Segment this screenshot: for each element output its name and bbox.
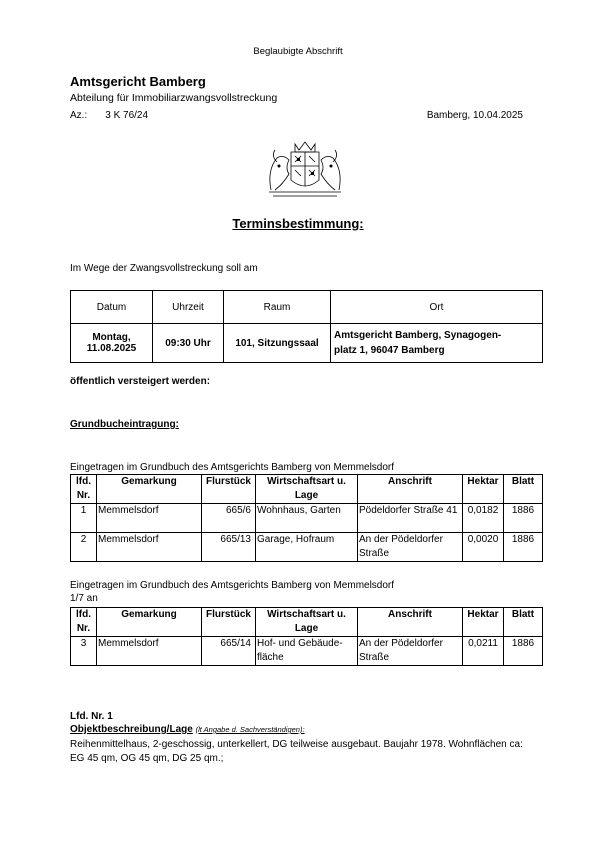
header-raum: Raum: [224, 291, 331, 324]
cell-hektar: 0,0020: [463, 533, 504, 562]
col-wirtschaftsart: Wirtschaftsart u. Lage: [256, 608, 358, 637]
object-description: Reihenmittelhaus, 2-geschossig, unterkellert, DG teilweise ausgebaut. Baujahr 1978. Wohnflächen ca: EG 45 qm, OG 45 qm, DG 25 qm.;: [70, 739, 523, 764]
col-hektar: Hektar: [463, 475, 504, 504]
col-flurstueck: Flurstück: [202, 475, 256, 504]
col-gemarkung: Gemarkung: [97, 608, 202, 637]
header-datum: Datum: [71, 291, 153, 324]
col-hektar: Hektar: [463, 608, 504, 637]
lfd-nr-heading: Lfd. Nr. 1: [70, 711, 113, 722]
appointment-time: 09:30 Uhr: [153, 324, 224, 363]
cell-nr: 3: [71, 637, 97, 666]
appointment-room: 101, Sitzungssaal: [224, 324, 331, 363]
document-title: Terminsbestimmung:: [232, 216, 364, 231]
header-ort: Ort: [331, 291, 543, 324]
col-anschrift: Anschrift: [358, 475, 463, 504]
cell-blatt: 1886: [504, 637, 543, 666]
cell-anschrift: An der Pödeldorfer Straße: [358, 533, 463, 562]
object-heading: [70, 724, 305, 735]
file-reference: [70, 110, 148, 121]
cell-nr: 2: [71, 533, 97, 562]
cell-wirtschaftsart: Hof- und Gebäude-fläche: [256, 637, 358, 666]
court-name: Amtsgericht Bamberg: [70, 74, 206, 89]
cell-gemarkung: Memmelsdorf: [97, 533, 202, 562]
court-department: Abteilung für Immobiliarzwangsvollstreckung: [70, 92, 278, 104]
cell-hektar: 0,0182: [463, 504, 504, 533]
register2-table: [70, 607, 543, 666]
cell-nr: 1: [71, 504, 97, 533]
col-lfd-nr: lfd. Nr.: [71, 608, 97, 637]
cell-gemarkung: Memmelsdorf: [97, 504, 202, 533]
col-flurstueck: Flurstück: [202, 608, 256, 637]
cell-flurstueck: 665/14: [202, 637, 256, 666]
file-reference-number: 3 K 76/24: [105, 110, 149, 121]
cell-blatt: 1886: [504, 504, 543, 533]
sold-text: öffentlich versteigert werden:: [70, 376, 211, 387]
table-row: [71, 504, 543, 533]
object-heading-text: Objektbeschreibung/Lage: [70, 724, 193, 735]
appointment-table: [70, 290, 543, 363]
register1-table: [70, 474, 543, 562]
cell-flurstueck: 665/6: [202, 504, 256, 533]
register1-caption: Eingetragen im Grundbuch des Amtsgerichts Bamberg von Memmelsdorf: [70, 462, 395, 473]
cell-anschrift: An der Pödeldorfer Straße: [358, 637, 463, 666]
bavarian-coat-of-arms-seal: [261, 140, 349, 202]
place-date: Bamberg, 10.04.2025: [426, 110, 523, 121]
col-gemarkung: Gemarkung: [97, 475, 202, 504]
col-wirtschaftsart: Wirtschaftsart u. Lage: [256, 475, 358, 504]
cell-gemarkung: Memmelsdorf: [97, 637, 202, 666]
cell-hektar: 0,0211: [463, 637, 504, 666]
appointment-place: Amtsgericht Bamberg, Synagogen- platz 1, 96047 Bamberg: [331, 324, 543, 363]
cell-blatt: 1886: [504, 533, 543, 562]
file-reference-label: Az.:: [70, 110, 88, 121]
cell-flurstueck: 665/13: [202, 533, 256, 562]
grundbuch-heading: Grundbucheintragung:: [70, 419, 179, 430]
cell-wirtschaftsart: Wohnhaus, Garten: [256, 504, 358, 533]
cell-anschrift: Pödeldorfer Straße 41: [358, 504, 463, 533]
intro-text: Im Wege der Zwangsvollstreckung soll am: [70, 263, 258, 274]
col-anschrift: Anschrift: [358, 608, 463, 637]
table-row: [71, 637, 543, 666]
col-blatt: Blatt: [504, 475, 543, 504]
cell-wirtschaftsart: Garage, Hofraum: [256, 533, 358, 562]
register2-caption: Eingetragen im Grundbuch des Amtsgerichts Bamberg von Memmelsdorf 1/7 an: [70, 580, 395, 604]
col-lfd-nr: lfd. Nr.: [71, 475, 97, 504]
table-row: [71, 533, 543, 562]
col-blatt: Blatt: [504, 608, 543, 637]
appointment-date: Montag, 11.08.2025: [71, 324, 153, 363]
certified-copy-note: Beglaubigte Abschrift: [253, 46, 343, 57]
object-heading-note: (lt Angabe d. Sachverständigen):: [195, 725, 305, 734]
header-uhrzeit: Uhrzeit: [153, 291, 224, 324]
